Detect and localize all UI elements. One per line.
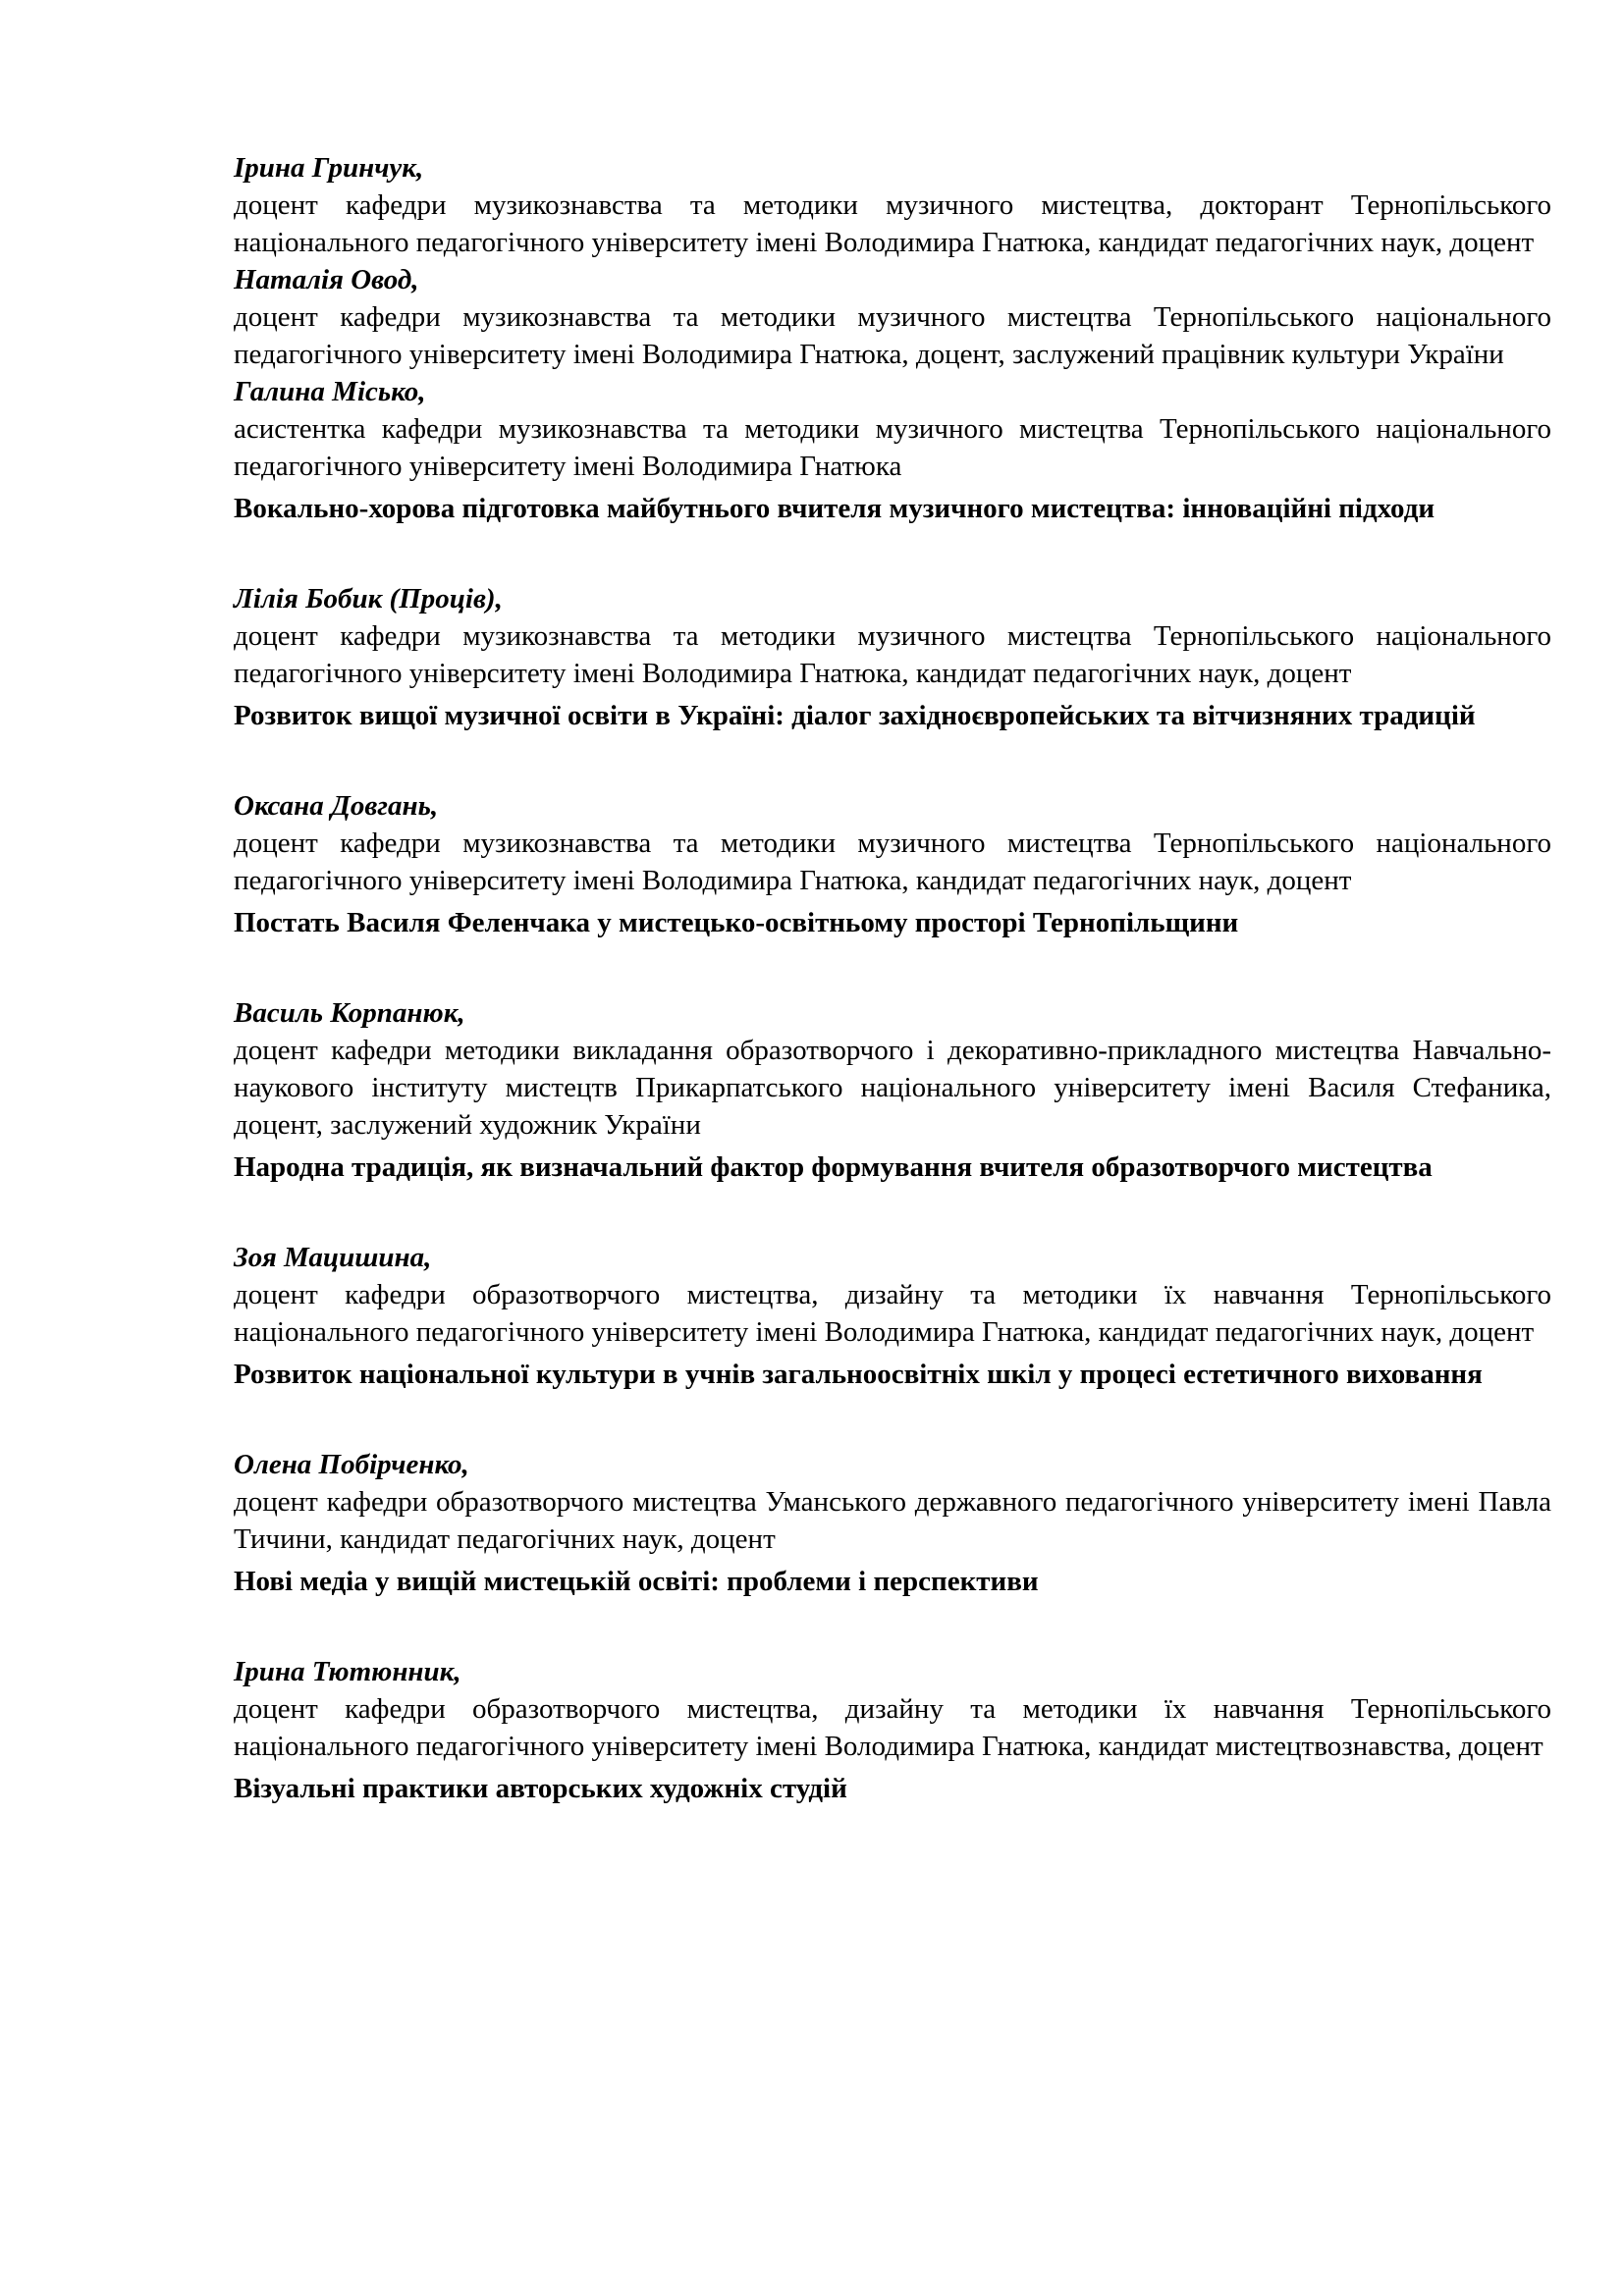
speaker-affiliation: доцент кафедри образотворчого мистецтва, дизайну та методики їх навчання Тернопільського національного педагогічного університету імені Володимира Гнатюка, кандидат педагогічних наук, доцент <box>234 1279 1551 1348</box>
speaker-name: Оксана Довгань, <box>234 790 439 822</box>
speaker <box>234 787 1551 899</box>
talk-title: Нові медіа у вищій мистецькій освіті: проблеми і перспективи <box>234 1566 1039 1597</box>
speaker <box>234 580 1551 692</box>
speaker <box>234 994 1551 1144</box>
speaker-name: Зоя Мацишина, <box>234 1242 432 1273</box>
speaker <box>234 373 1551 485</box>
speaker <box>234 261 1551 373</box>
speaker-affiliation: доцент кафедри музикознавства та методики музичного мистецтва, докторант Тернопільського національного педагогічного університету імені Володимира Гнатюка, кандидат педагогічних наук, доцент <box>234 189 1551 258</box>
speaker <box>234 149 1551 261</box>
talk-title: Розвиток національної культури в учнів загальноосвітніх шкіл у процесі естетичного виховання <box>234 1359 1483 1390</box>
speaker-name: Наталія Овод, <box>234 264 419 295</box>
speaker-name: Ірина Тютюнник, <box>234 1656 461 1687</box>
speaker-affiliation: доцент кафедри образотворчого мистецтва, дизайну та методики їх навчання Тернопільського національного педагогічного університету імені Володимира Гнатюка, кандидат мистецтвознавства, доцент <box>234 1693 1551 1762</box>
speaker-name: Ірина Гринчук, <box>234 152 424 184</box>
talk-title: Візуальні практики авторських художніх студій <box>234 1773 847 1804</box>
talk-title: Розвиток вищої музичної освіти в Україні: діалог західноєвропейських та вітчизняних традицій <box>234 700 1476 731</box>
speaker-affiliation: доцент кафедри музикознавства та методики музичного мистецтва Тернопільського національного педагогічного університету імені Володимира Гнатюка, доцент, заслужений працівник культури України <box>234 301 1551 370</box>
talk-title: Постать Василя Феленчака у мистецько-освітньому просторі Тернопільщини <box>234 907 1239 938</box>
program-entry <box>234 787 1551 943</box>
speaker <box>234 1446 1551 1558</box>
program-entry <box>234 149 1551 529</box>
speaker <box>234 1239 1551 1351</box>
program-entry <box>234 1653 1551 1809</box>
speaker <box>234 1653 1551 1765</box>
speaker-affiliation: доцент кафедри музикознавства та методики музичного мистецтва Тернопільського національного педагогічного університету імені Володимира Гнатюка, кандидат педагогічних наук, доцент <box>234 828 1551 896</box>
speaker-name: Лілія Бобик (Проців), <box>234 583 503 614</box>
program-entry <box>234 580 1551 736</box>
talk-title: Народна традиція, як визначальний фактор формування вчителя образотворчого мистецтва <box>234 1151 1433 1183</box>
speaker-name: Василь Корпанюк, <box>234 997 465 1029</box>
speaker-name: Олена Побірченко, <box>234 1449 469 1480</box>
speaker-affiliation: доцент кафедри образотворчого мистецтва Уманського державного педагогічного університету імені Павла Тичини, кандидат педагогічних наук, доцент <box>234 1486 1551 1555</box>
speaker-affiliation: доцент кафедри музикознавства та методики музичного мистецтва Тернопільського національного педагогічного університету імені Володимира Гнатюка, кандидат педагогічних наук, доцент <box>234 620 1551 689</box>
program-entry <box>234 1446 1551 1602</box>
program-entry <box>234 1239 1551 1395</box>
talk-title: Вокально-хорова підготовка майбутнього вчителя музичного мистецтва: інноваційні підходи <box>234 493 1435 524</box>
speaker-name: Галина Місько, <box>234 376 426 407</box>
program-entry <box>234 994 1551 1188</box>
speaker-affiliation: асистентка кафедри музикознавства та методики музичного мистецтва Тернопільського національного педагогічного університету імені Володимира Гнатюка <box>234 413 1551 482</box>
document-page <box>234 149 1551 1860</box>
speaker-affiliation: доцент кафедри методики викладання образотворчого і декоративно-прикладного мистецтва Навчально-наукового інституту мистецтв Прикарпатського національного університету імені Василя Стефаника, доцент, заслужений художник України <box>234 1035 1551 1141</box>
